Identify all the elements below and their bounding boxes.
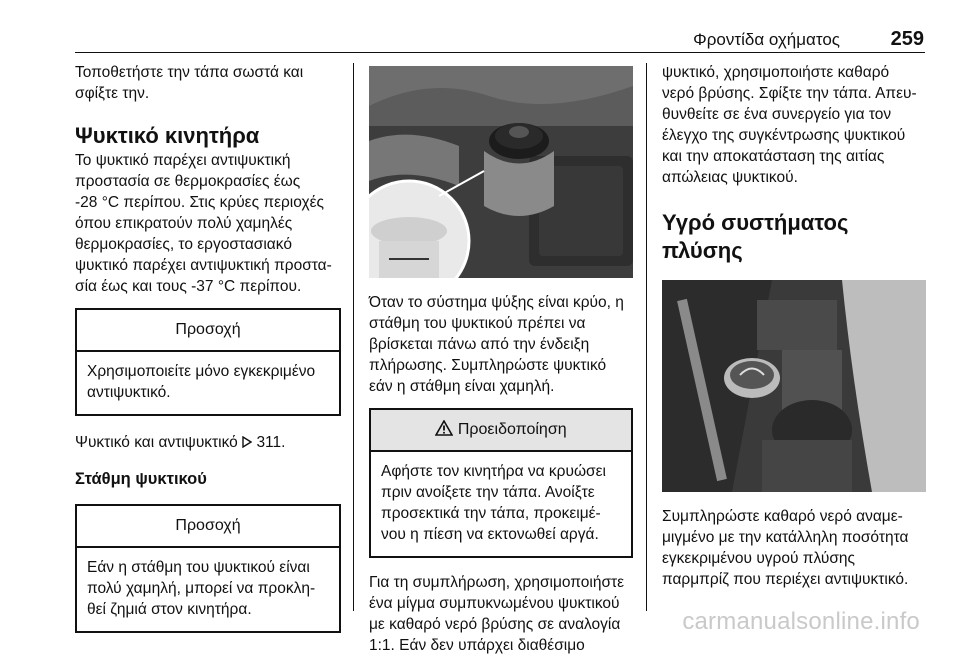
text-line: Χρησιμοποιείτε μόνο εγκεκριμένο bbox=[87, 363, 316, 380]
warning-header bbox=[371, 410, 631, 452]
text-line: εγκεκριμένου υγρού πλύσης bbox=[662, 550, 855, 567]
coolant-level-paragraph bbox=[369, 292, 633, 397]
text-line: σία έως και τους -37 °C περίπου. bbox=[75, 278, 302, 295]
coolant-paragraph bbox=[75, 150, 341, 297]
text-line: Για τη συμπλήρωση, χρησιμοποιήστε bbox=[369, 574, 625, 591]
text-line: Εάν η στάθμη του ψυκτικού είναι bbox=[87, 559, 310, 576]
caution-title: Προσοχή bbox=[77, 310, 339, 352]
caution-box-1 bbox=[75, 308, 341, 416]
cross-reference bbox=[75, 432, 341, 453]
text-line: θυνθείτε σε ένα συνεργείο για τον bbox=[662, 106, 892, 123]
text-line: αντιψυκτικό. bbox=[87, 384, 171, 401]
washer-fluid-paragraph bbox=[662, 506, 926, 590]
column-2 bbox=[369, 62, 633, 656]
text-line: πολύ χαμηλή, μπορεί να προκλη‐ bbox=[87, 580, 316, 597]
text-line: πριν ανοίξετε την τάπα. Ανοίξτε bbox=[381, 484, 595, 501]
text-line: Τοποθετήστε την τάπα σωστά και bbox=[75, 64, 304, 81]
text-line: 1:1. Εάν δεν υπάρχει διαθέσιμο bbox=[369, 637, 585, 654]
column-3 bbox=[662, 62, 926, 590]
coolant-continued-paragraph bbox=[662, 62, 926, 188]
text-line: Αφήστε τον κινητήρα να κρυώσει bbox=[381, 463, 606, 480]
column-divider-2 bbox=[646, 63, 647, 611]
warning-triangle-icon bbox=[435, 421, 453, 438]
warning-box bbox=[369, 408, 633, 558]
text-line: θεί ζημιά στον κινητήρα. bbox=[87, 601, 252, 618]
text-line: Όταν το σύστημα ψύξης είναι κρύο, η bbox=[369, 294, 624, 311]
caution-box-2 bbox=[75, 504, 341, 633]
text-line: νερό βρύσης. Σφίξτε την τάπα. Απευ‐ bbox=[662, 85, 917, 102]
heading-washer-fluid: Υγρό συστήματος πλύσης bbox=[662, 210, 849, 263]
text-line: και την αποκατάσταση της αιτίας bbox=[662, 148, 885, 165]
column-divider-1 bbox=[353, 63, 354, 611]
watermark: carmanualsonline.info bbox=[682, 608, 920, 635]
text-line: ένα μίγμα συμπυκνωμένου ψυκτικού bbox=[369, 595, 620, 612]
text-line: νου η πίεση να εκτονωθεί αργά. bbox=[381, 526, 599, 543]
text-line: προστασία σε θερμοκρασίες έως bbox=[75, 173, 301, 190]
refill-paragraph bbox=[369, 572, 633, 656]
running-header: Φροντίδα οχήματος bbox=[693, 30, 840, 49]
page-number: 259 bbox=[890, 28, 924, 50]
text-line: εάν η στάθμη είναι χαμηλή. bbox=[369, 378, 555, 395]
reference-text: Ψυκτικό και αντιψυκτικό bbox=[75, 434, 238, 451]
text-line: θερμοκρασίες, το εργοστασιακό bbox=[75, 236, 292, 253]
text-line: απώλειας ψυκτικού. bbox=[662, 169, 798, 186]
text-line: ψυκτικό, χρησιμοποιήστε καθαρό bbox=[662, 64, 890, 81]
text-line: όπου επικρατούν πολύ χαμηλές bbox=[75, 215, 293, 232]
caution-title: Προσοχή bbox=[77, 506, 339, 548]
text-line: Το ψυκτικό παρέχει αντιψυκτική bbox=[75, 152, 291, 169]
text-line: σφίξτε την. bbox=[75, 85, 150, 102]
coolant-reservoir-photo bbox=[369, 66, 633, 278]
text-line: με καθαρό νερό βρύσης σε αναλογία bbox=[369, 616, 621, 633]
text-line: μιγμένο με την κατάλληλη ποσότητα bbox=[662, 529, 909, 546]
text-line: έλεγχο της συγκέντρωσης ψυκτικού bbox=[662, 127, 906, 144]
text-line: παρμπρίζ που περιέχει αντιψυκτικό. bbox=[662, 571, 909, 588]
heading-engine-coolant: Ψυκτικό κινητήρα bbox=[75, 123, 260, 148]
text-line: πλήρωσης. Συμπληρώστε ψυκτικό bbox=[369, 357, 607, 374]
text-line: Συμπληρώστε καθαρό νερό αναμε‐ bbox=[662, 508, 903, 525]
text-line: ψυκτικό παρέχει αντιψυκτική προστα‐ bbox=[75, 257, 332, 274]
text-line: στάθμη του ψυκτικού πρέπει να bbox=[369, 315, 586, 332]
header-rule bbox=[75, 52, 925, 53]
column-1 bbox=[75, 62, 341, 633]
warning-title: Προειδοποίηση bbox=[457, 421, 567, 438]
text-line: βρίσκεται πάνω από την ένδειξη bbox=[369, 336, 590, 353]
page-ref-arrow-icon bbox=[242, 434, 252, 451]
text-line: προσεκτικά την τάπα, προκειμέ‐ bbox=[381, 505, 601, 522]
reference-page-link[interactable]: 311. bbox=[256, 434, 286, 451]
text-line: -28 °C περίπου. Στις κρύες περιοχές bbox=[75, 194, 324, 211]
heading-coolant-level: Στάθμη ψυκτικού bbox=[75, 470, 207, 488]
washer-reservoir-photo bbox=[662, 280, 926, 492]
